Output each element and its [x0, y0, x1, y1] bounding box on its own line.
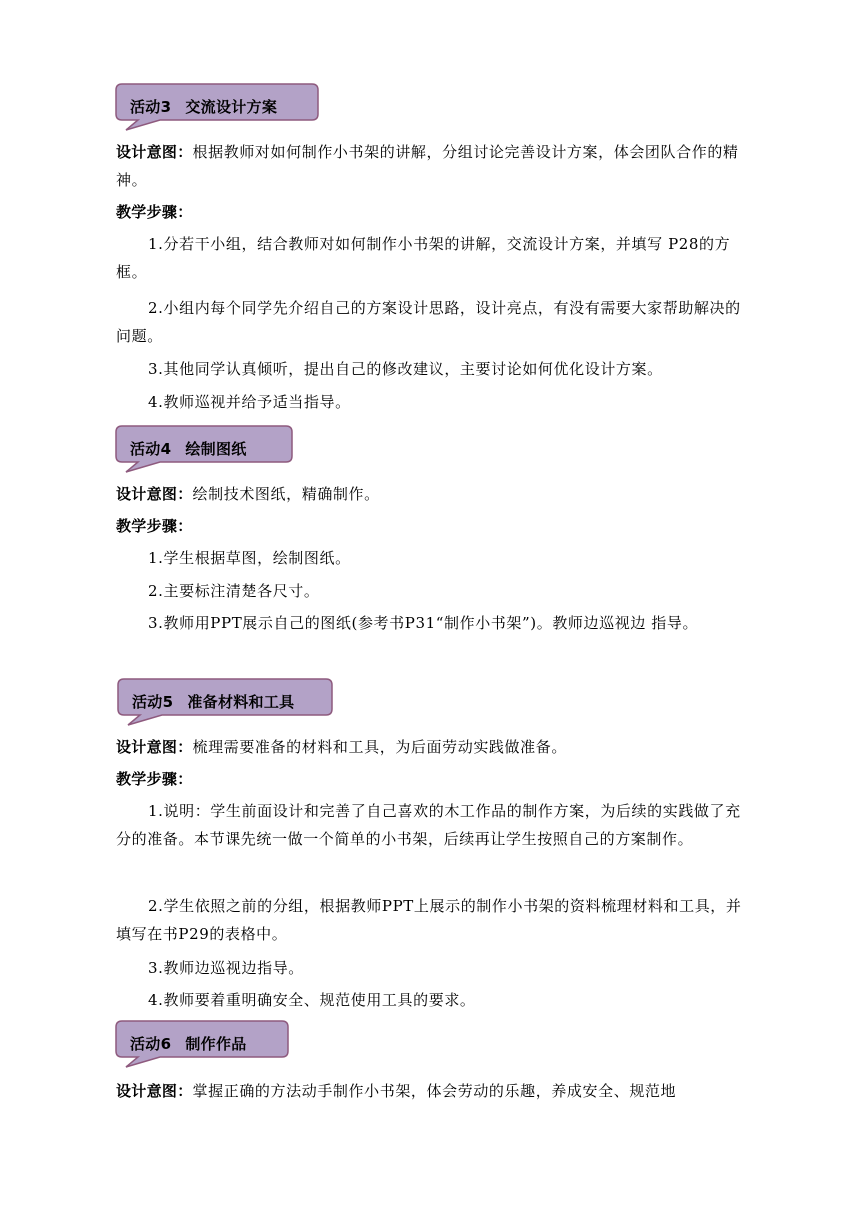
design-intent: 设计意图：根据教师对如何制作小书架的讲解，分组讨论完善设计方案，体会团队合作的精神。	[116, 143, 739, 189]
step-item: 3.教师用PPT展示自己的图纸(参考书P31“制作小书架”)。教师边巡视边 指导。	[148, 614, 699, 632]
activity-title: 活动6 制作作品	[130, 1035, 247, 1053]
design-intent: 设计意图：绘制技术图纸，精确制作。	[116, 485, 380, 503]
step-item: 1.说明：学生前面设计和完善了自己喜欢的木工作品的制作方案，为后续的实践做了充分的准备。本节课先统一做一个简单的小书架，后续再让学生按照自己的方案制作。	[116, 802, 741, 848]
steps-heading: 教学步骤：	[116, 203, 193, 221]
activity-title: 活动4 绘制图纸	[130, 440, 247, 458]
activity-title: 活动5 准备材料和工具	[132, 693, 295, 711]
activity-3-banner	[116, 84, 320, 128]
steps-heading: 教学步骤：	[116, 517, 193, 535]
step-item: 4.教师巡视并给予适当指导。	[148, 393, 351, 411]
step-item: 4.教师要着重明确安全、规范使用工具的要求。	[148, 991, 476, 1009]
activity-title: 活动3 交流设计方案	[130, 98, 278, 116]
step-item: 3.其他同学认真倾听，提出自己的修改建议，主要讨论如何优化设计方案。	[148, 360, 663, 378]
activity-5-banner	[118, 679, 334, 723]
design-intent: 设计意图：梳理需要准备的材料和工具，为后面劳动实践做准备。	[116, 738, 567, 756]
activity-6-banner	[116, 1021, 290, 1065]
step-item: 3.教师边巡视边指导。	[148, 959, 304, 977]
design-intent: 设计意图：掌握正确的方法动手制作小书架，体会劳动的乐趣，养成安全、规范地	[116, 1082, 677, 1100]
steps-heading: 教学步骤：	[116, 770, 193, 788]
step-item: 2.小组内每个同学先介绍自己的方案设计思路，设计亮点，有没有需要大家帮助解决的问题。	[116, 299, 741, 345]
step-item: 1.学生根据草图，绘制图纸。	[148, 549, 351, 567]
step-item: 1.分若干小组，结合教师对如何制作小书架的讲解，交流设计方案，并填写 P28的方框。	[116, 235, 731, 281]
step-item: 2.学生依照之前的分组，根据教师PPT上展示的制作小书架的资料梳理材料和工具，并填写在书P29的表格中。	[116, 897, 742, 943]
activity-4-banner	[116, 426, 294, 470]
step-item: 2.主要标注清楚各尺寸。	[148, 582, 320, 600]
